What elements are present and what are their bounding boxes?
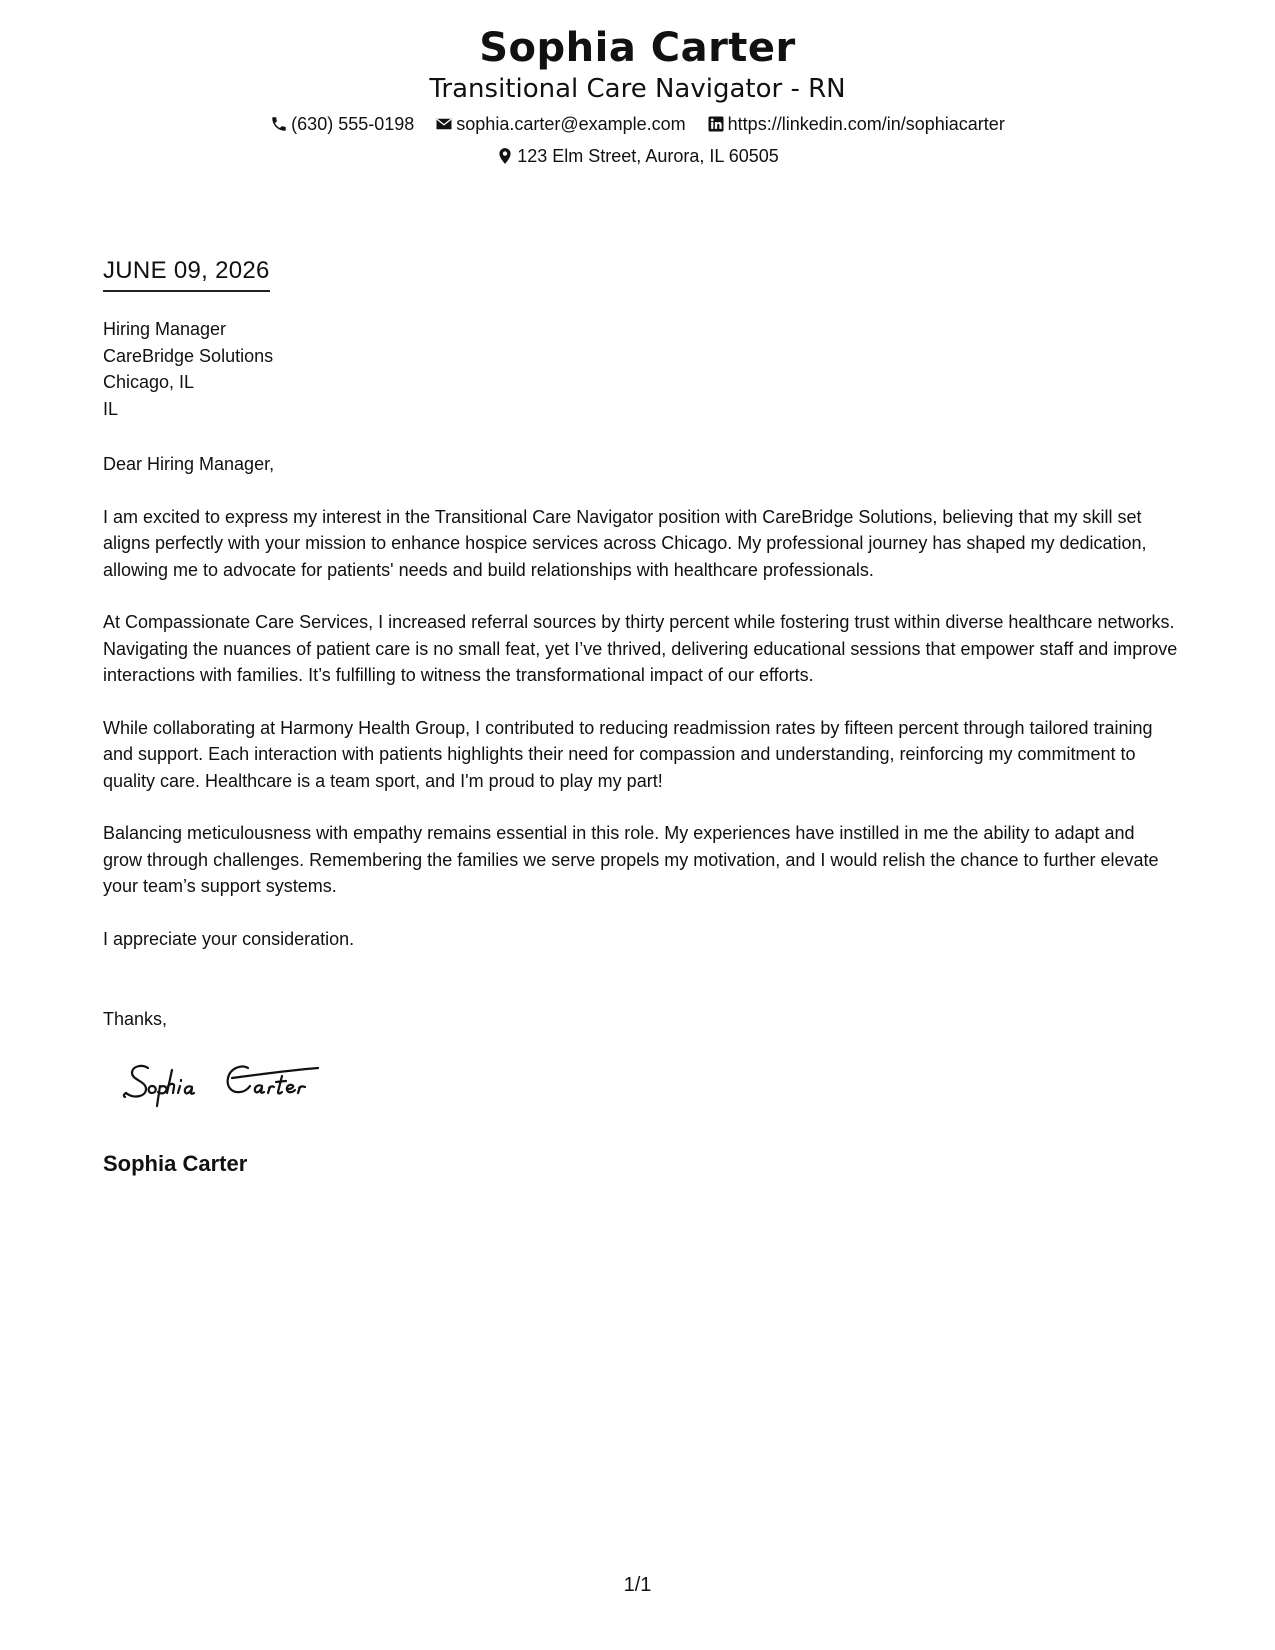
email-text: sophia.carter@example.com: [456, 114, 686, 134]
envelope-icon: [435, 115, 453, 133]
recipient-block: [103, 316, 273, 422]
contact-linkedin[interactable]: [707, 112, 1005, 136]
body-paragraph: Balancing meticulousness with empathy remains essential in this role. My experiences have instilled in me the ability to adapt and grow through challenges. Remembering the families we serve propels my motivation, and I would relish the chance to further elevate your team’s support systems.: [103, 823, 1159, 896]
recipient-line: CareBridge Solutions: [103, 345, 274, 366]
recipient-line: Hiring Manager: [103, 319, 227, 339]
letter-date: JUNE 09, 2026: [103, 256, 270, 292]
linkedin-icon: [707, 115, 725, 133]
body-paragraph: At Compassionate Care Services, I increased referral sources by thirty percent while fostering trust within diverse healthcare networks. Navigating the nuances of patient care is no small feat, yet I’ve thrived, delivering educational sessions that empower staff and improve interactions with families. It’s fulfilling to witness the transformational impact of our efforts.: [103, 612, 1178, 685]
contact-phone: [270, 112, 414, 136]
letter-body: [103, 451, 1178, 978]
letter-header: [0, 22, 1275, 168]
contact-address: [496, 144, 779, 168]
address-text: 123 Elm Street, Aurora, IL 60505: [517, 146, 779, 166]
body-paragraph: I am excited to express my interest in the Transitional Care Navigator position with CareBridge Solutions, believing that my skill set aligns perfectly with your mission to enhance hospice services across Chicago. My professional journey has shaped my dedication, allowing me to advocate for patients' needs and build relationships with healthcare professionals.: [103, 506, 1147, 580]
page-number: 1/1: [623, 1574, 652, 1596]
contact-row: [0, 112, 1275, 136]
linkedin-text: https://linkedin.com/in/sophiacarter: [727, 114, 1005, 134]
recipient-line: Chicago, IL: [103, 372, 195, 392]
closing: Thanks,: [103, 1009, 168, 1029]
body-paragraph: While collaborating at Harmony Health Group, I contributed to reducing readmission rates by fifteen percent through tailored training and support. Each interaction with patients highlights their need for compassion and understanding, reinforcing my commitment to quality care. Healthcare is a team sport, and I'm proud to play my part!: [103, 717, 1153, 791]
signer-name: Sophia Carter: [103, 1151, 248, 1176]
map-pin-icon: [496, 147, 514, 165]
phone-text: (630) 555-0198: [291, 114, 415, 134]
salutation: Dear Hiring Manager,: [103, 454, 275, 474]
contact-email[interactable]: [435, 112, 685, 136]
handwritten-signature: [120, 1056, 350, 1112]
applicant-name: Sophia Carter: [479, 25, 796, 71]
applicant-title: Transitional Care Navigator - RN: [429, 74, 846, 104]
recipient-line: IL: [103, 398, 119, 419]
address-row: [0, 144, 1275, 168]
phone-icon: [270, 115, 288, 133]
body-paragraph: I appreciate your consideration.: [103, 928, 355, 949]
